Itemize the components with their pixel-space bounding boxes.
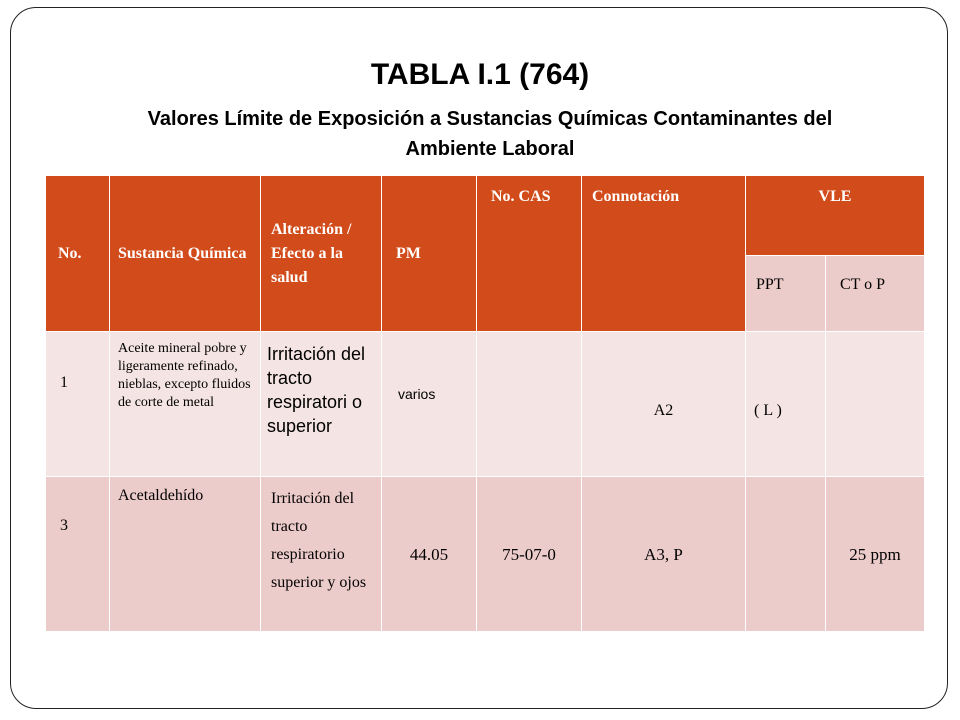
header-vle: VLE [746,176,925,256]
row2-cas: 75-07-0 [477,477,582,632]
row2-ppt [746,477,826,632]
header-pm: PM [382,176,477,332]
page-title: TABLA I.1 (764) [370,58,590,91]
header-ppt: PPT [746,256,826,332]
header-cas: No. CAS [477,176,582,332]
row2-pm: 44.05 [382,477,477,632]
row2-connotacion: A3, P [582,477,746,632]
row2-sustancia: Acetaldehído [110,477,261,632]
row1-alteracion: Irritación del tracto respiratori o superior [261,332,382,477]
header-alteracion: Alteración / Efecto a la salud [261,176,382,332]
row2-ct: 25 ppm [826,477,925,632]
row1-no: 1 [46,332,110,477]
row1-sustancia: Aceite mineral pobre y ligeramente refinado, nieblas, excepto fluidos de corte de metal [110,332,261,477]
row1-cas [477,332,582,477]
page-subtitle: Valores Límite de Exposición a Sustancias Químicas Contaminantes del Ambiente Laboral [147,108,833,160]
row1-ppt: ( L ) [746,332,826,477]
row2-alteracion: Irritación del tracto respiratorio superior y ojos [261,477,382,632]
header-connotacion: Connotación [582,176,746,332]
row1-connotacion: A2 [582,332,746,477]
row1-pm: varios [382,332,477,477]
exposure-limits-table [46,176,925,632]
header-ct: CT o P [826,256,925,332]
row1-ct [826,332,925,477]
header-sustancia: Sustancia Química [110,176,261,332]
row2-no: 3 [46,477,110,632]
header-no: No. [46,176,110,332]
